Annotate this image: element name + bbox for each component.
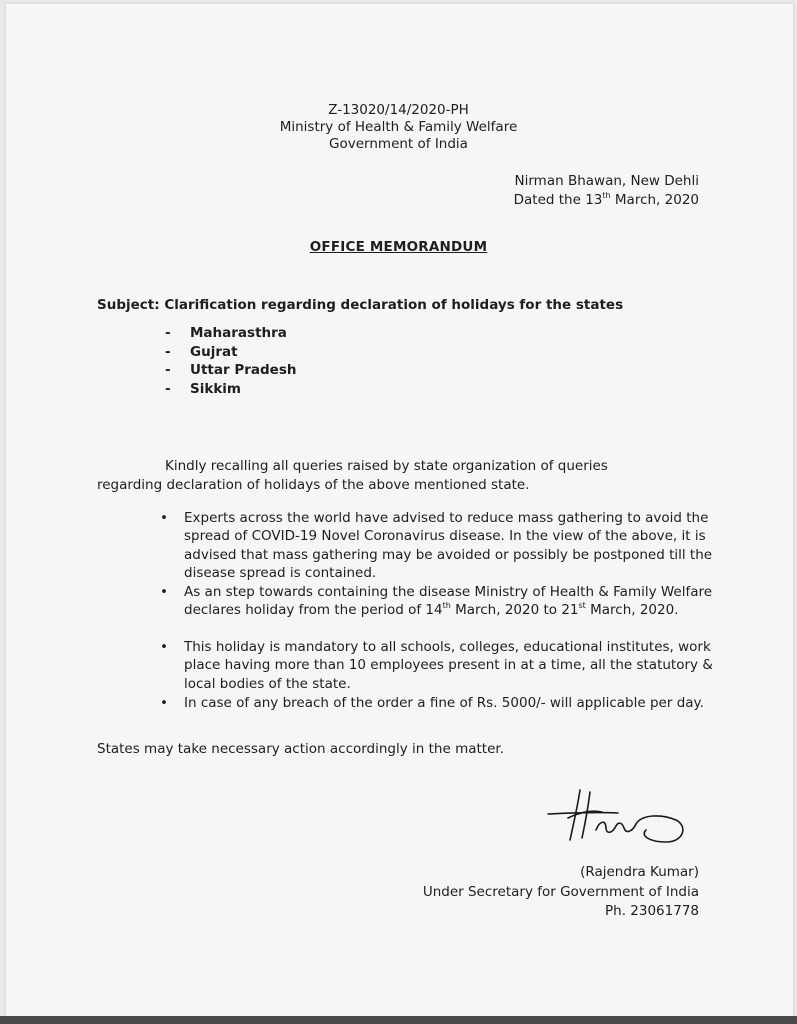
place-line: Nirman Bhawan, New Dehli xyxy=(514,173,699,189)
intro-line-1: Kindly recalling all queries raised by state organization of queries xyxy=(165,458,608,474)
bottom-edge xyxy=(0,1016,797,1024)
signatory-designation: Under Secretary for Government of India xyxy=(422,884,699,900)
bullet-item: • In case of any breach of the order a fine of Rs. 5000/- will applicable per day. xyxy=(160,695,704,711)
government-name: Government of India xyxy=(329,136,468,152)
state-item: - Uttar Pradesh xyxy=(165,362,297,378)
date-line: Dated the 13th March, 2020 xyxy=(513,190,699,208)
state-item: - Gujrat xyxy=(165,343,238,360)
signatory-phone: Ph. 23061778 xyxy=(605,903,699,919)
state-item: - Sikkim xyxy=(165,380,242,397)
intro-line-2: regarding declaration of holidays of the above mentioned state. xyxy=(97,477,530,493)
bullet-item: • This holiday is mandatory to all schools, colleges, educational institutes, work place having more than 10 employees present in at a time, all the statutory & local bodies of the state. xyxy=(160,639,713,692)
state-item: - Maharasthra xyxy=(165,325,287,341)
bullet-item: • As an step towards containing the disease Ministry of Health & Family Welfare declares holiday from the period of 14th March, 2020 to 21st March, 2020. xyxy=(160,584,713,619)
bullet-item: • Experts across the world have advised to reduce mass gathering to avoid the spread of COVID-19 Novel Coronavirus disease. In the view of the above, it is advised that mass gathering may be avoided or possibly be postponed till the disease spread is contained. xyxy=(160,510,713,582)
reference-number: Z-13020/14/2020-PH xyxy=(328,102,469,118)
closing-line: States may take necessary action accordingly in the matter. xyxy=(97,741,504,757)
ministry-name: Ministry of Health & Family Welfare xyxy=(279,119,518,135)
signature-image xyxy=(540,780,690,850)
subject-line: Subject: Clarification regarding declaration of holidays for the states xyxy=(97,297,624,313)
bullet-list xyxy=(160,509,720,712)
memo-title: OFFICE MEMORANDUM xyxy=(309,239,488,255)
signatory-name: (Rajendra Kumar) xyxy=(580,864,699,880)
states-list xyxy=(165,324,296,398)
